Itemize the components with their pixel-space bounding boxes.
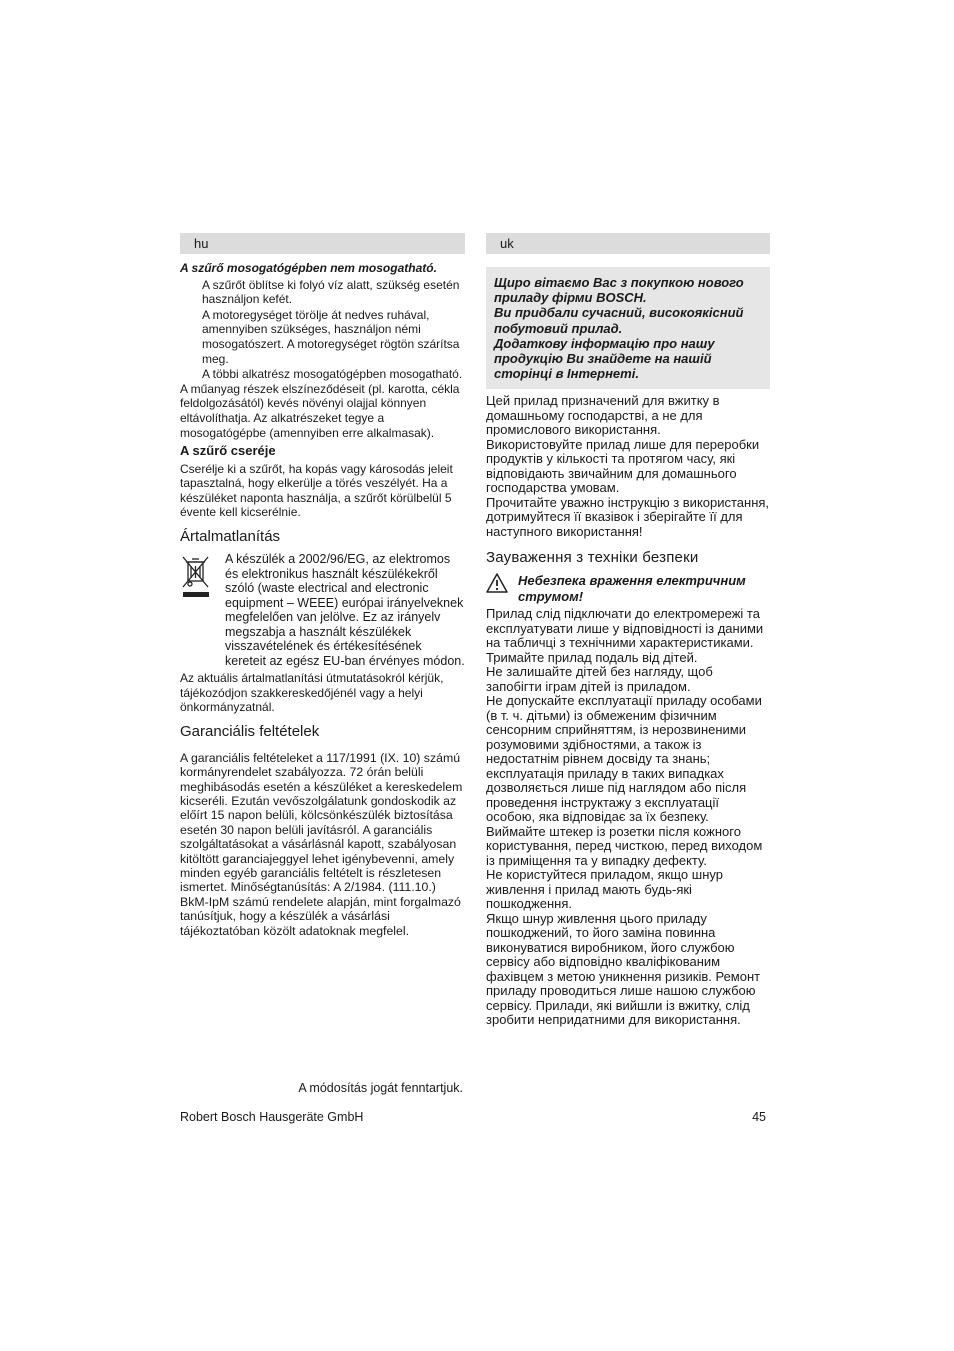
disposal-weee-text: A készülék a 2002/96/EG, az elektromos és elektronikus használt készülékekről szóló (waste electrical and electronic equipment – WEEE) európai irányelveknek megfelelően van jelölve. Ez az irányelv megszabja a használt készülékek visszavételének és értékesítésének kereteit az egész EU-ban érvényes módon. [225,552,465,668]
filter-step: A motoregységet törölje át nedves ruhával, amennyiben szükséges, használjon némi mosogatószert. A motoregységet rögtön szárítsa meg. [202,307,460,366]
page-number: 45 [752,1110,766,1124]
electric-shock-warning [486,573,770,605]
filter-heading: A szűrő mosogatógépben nem mosogatható. [180,261,437,275]
column-hungarian [180,233,465,938]
filter-step: A többi alkatrész mosogatógépben mosogatható. [202,367,463,382]
warning-triangle-icon [486,573,518,605]
warning-text: Небезпека враження електричним струмом! [518,573,746,605]
language-tab-uk: uk [486,233,770,254]
safety-item: Якщо шнур живлення цього приладу пошкоджений, то його заміна повинна виконуватися виробником, його службою сервісу або відповідно кваліфікованим фахівцем з метою уникнення ризиків. Ремонт приладу проводиться лише нашою службою сервісу. Прилади, які вийшли із вжитку, слід зробити непридатними для використання. [486,910,761,1028]
safety-item: Не допускайте експлуатації приладу особами (в т. ч. дітьми) із обмеженим фізичним сенсорним сприйняттям, із нерозвиненими розумовими здібностями, а також із недостатнім рівнем досвіду та знань; експлуатація приладу в таких випадках дозволяється лише під наглядом або після проведення інструктажу з експлуатації особою, яка відповідає за їх безпеку. [486,693,762,825]
disposal-weee-block [180,552,465,668]
intro-paragraph: Прочитайте уважно інструкцію з використання, дотримуйтеся її вказівок і зберігайте її для наступного використання! [486,494,770,539]
greeting-line: Щиро вітаємо Вас з покупкою нового приладу фірми BOSCH. [494,275,744,306]
greeting-box [486,267,770,389]
warranty-title: Garanciális feltételek [180,722,320,740]
disposal-info: Az aktuális ártalmatlanítási útmutatásokról kérjük, tájékozódjon szakkereskedőjénél vagy a helyi önkormányzatnál. [180,671,444,715]
language-tab-hu: hu [180,233,465,254]
safety-item: Тримайте прилад подаль від дітей. [486,649,698,665]
safety-list [486,607,770,1028]
column-ukrainian [486,233,770,1028]
warranty-text: A garanciális feltételeket a 117/1991 (IX. 10) számú kormányrendelet szabályozza. 72 órán belüli meghibásodás esetén a készüléket a kereskedelem kicseréli. Ezután vevőszolgálatunk gondoskodik az előírt 15 napon belüli, kölcsönkészülék biztosítása esetén 30 napon belüli javításról. A garanciális szolgáltatásokat a vásárlásnál kapott, szabályosan kitöltött garanciajeggyel lehet igénybevenni, amely minden egyéb garanciális feltételt is részletesen ismertet. Minőségtanúsítás: A 2/1984. (111.10.) BkM-IpM számú rendelete alapján, mint forgalmazó tanúsítjuk, hogy a készülék a vásárlási tájékoztatóban közölt adatoknak megfelel. [180,750,463,938]
intro-paragraph: Використовуйте прилад лише для переробки продуктів у кількості та протягом часу, які відповідають звичайним для домашнього господарства умовам. [486,436,760,496]
plastic-note: A műanyag részek elszíneződéseit (pl. karotta, cékla feldolgozásától) kevés növényi olajjal könnyen eltávolíthatja. Az alkatrészeket tegye a mosogatógépbe (amennyiben erre alkalmasak). [180,381,460,440]
crossed-out-wheelie-bin-icon [180,552,225,668]
safety-item: Не залишайте дітей без нагляду, щоб запобігти іграм дітей із приладом. [486,664,713,694]
intro-paragraph: Цей прилад призначений для вжитку в домашньому господарстві, а не для промислового використання. [486,393,720,438]
footer-company: Robert Bosch Hausgeräte GmbH [180,1110,364,1124]
filter-steps [180,278,465,382]
safety-item: Не користуйтеся приладом, якщо шнур живлення і прилад мають будь-які пошкодження. [486,867,723,912]
safety-item: Прилад слід підключати до електромережі та експлуатувати лише у відповідності із даними на табличці з технічними характеристиками. [486,606,764,651]
greeting-line: Ви придбали сучасний, високоякісний побутовий прилад. [494,305,744,336]
safety-item: Виймайте штекер із розетки після кожного користування, перед чисткою, перед виходом із приміщення та у випадку дефекту. [486,823,763,868]
intro-block [486,394,770,539]
filter-step: A szűrőt öblítse ki folyó víz alatt, szükség esetén használjon kefét. [202,277,460,307]
safety-title: Зауваження з техніки безпеки [486,549,699,567]
reserve-note: A módosítás jogát fenntartjuk. [298,1081,463,1095]
disposal-title: Ártalmatlanítás [180,528,281,545]
filter-change-text: Cserélje ki a szűrőt, ha kopás vagy károsodás jeleit tapasztalná, hogy elkerülje a törés veszélyét. Ha a készüléket naponta használja, a szűrőt körülbelül 5 évente kell kicserélnie. [180,461,453,520]
greeting-line: Додаткову інформацію про нашу продукцію Ви знайдете на нашій сторінці в Інтернеті. [494,335,715,382]
filter-change-title: A szűrő cseréje [180,443,276,459]
